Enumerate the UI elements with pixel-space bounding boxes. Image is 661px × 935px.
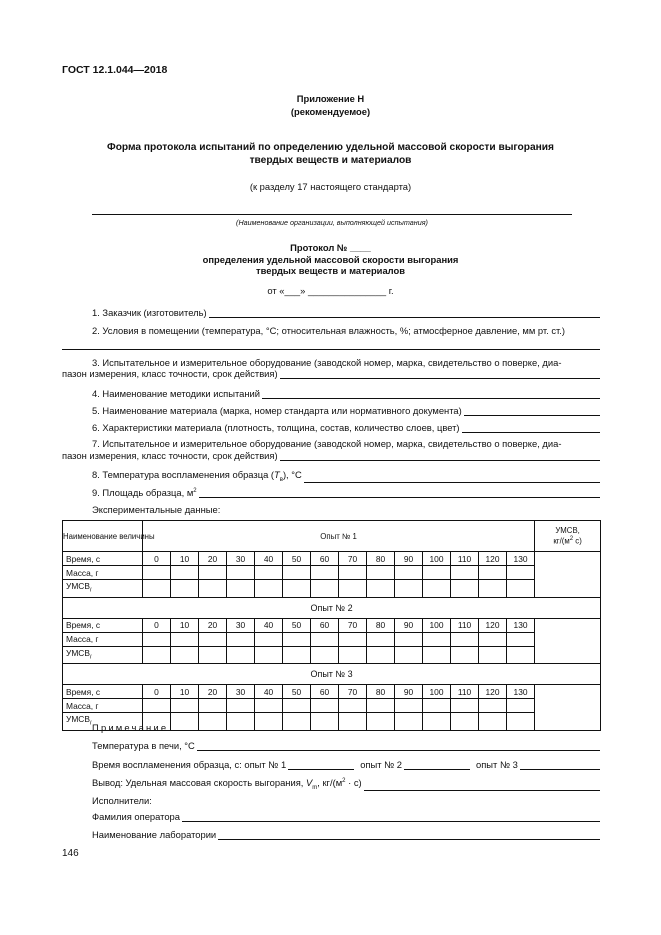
item-ignition-temperature [92, 469, 600, 483]
umsv-result-cell[interactable] [535, 552, 601, 598]
item-material-properties [92, 422, 600, 433]
table-row-umsv [63, 646, 601, 664]
table-row-mass [63, 699, 601, 713]
umsv-value-cell[interactable] [367, 580, 395, 598]
item-sample-area [92, 487, 600, 498]
experiment-header: Опыт № 2 [63, 597, 601, 618]
umsv-value-cell[interactable] [283, 713, 311, 731]
umsv-value-cell[interactable] [507, 713, 535, 731]
mass-value-cell[interactable] [199, 632, 227, 646]
umsv-value-cell[interactable] [171, 580, 199, 598]
umsv-value-cell[interactable] [451, 646, 479, 664]
mass-value-cell[interactable] [479, 566, 507, 580]
ignition-time-exp3-field[interactable] [520, 760, 600, 770]
experimental-data-table [62, 520, 601, 731]
umsv-value-cell[interactable] [143, 580, 171, 598]
note-conclusion-field[interactable] [364, 781, 600, 791]
mass-value-cell[interactable] [143, 566, 171, 580]
row-label-time: Время, с [63, 618, 143, 632]
umsv-value-cell[interactable] [227, 580, 255, 598]
umsv-value-cell[interactable] [479, 713, 507, 731]
organization-caption: (Наименование организации, выполняющей испытания) [236, 218, 428, 227]
mass-value-cell[interactable] [311, 699, 339, 713]
note-conclusion [92, 777, 600, 791]
umsv-value-cell[interactable] [171, 713, 199, 731]
item-equipment-field[interactable] [280, 369, 600, 379]
item-equipment2-field[interactable] [280, 451, 600, 461]
umsv-value-cell[interactable] [255, 713, 283, 731]
column-header-umsv: УМСВ, $кг/(м^2$ с) [535, 521, 601, 552]
note-operator-label: Фамилия оператора [92, 811, 180, 822]
row-label-umsv: $УМСВ_i$ [63, 646, 143, 664]
page-number: 146 [62, 848, 79, 859]
mass-value-cell[interactable] [283, 699, 311, 713]
mass-value-cell[interactable] [451, 699, 479, 713]
mass-value-cell[interactable] [395, 699, 423, 713]
mass-value-cell[interactable] [507, 566, 535, 580]
time-value-cell: 50 [283, 552, 311, 566]
note-laboratory [92, 829, 600, 840]
note-furnace-temperature [92, 740, 600, 751]
umsv-value-cell[interactable] [255, 646, 283, 664]
item-customer-label: 1. Заказчик (изготовитель) [92, 307, 207, 318]
note-operator-field[interactable] [182, 812, 600, 822]
ignition-time-exp1-field[interactable] [288, 760, 354, 770]
umsv-value-cell[interactable] [227, 646, 255, 664]
note-operator [92, 811, 600, 822]
time-value-cell: 10 [171, 552, 199, 566]
note-conclusion-label: Вывод: Удельная массовая скорость выгорания, $V_m$, $кг/(м^2 \cdot с)$ [92, 777, 362, 791]
experiment-header: Опыт № 3 [63, 664, 601, 685]
time-value-cell: 100 [423, 552, 451, 566]
mass-value-cell[interactable] [507, 699, 535, 713]
appendix-title: Приложение Н [296, 93, 365, 104]
note-ignition-time [92, 759, 600, 770]
umsv-value-cell[interactable] [479, 646, 507, 664]
item-ignition-temperature-label: 8. Температура воспламенения образца $(T_в)$, °С [92, 469, 302, 483]
performers-label: Исполнители: [92, 795, 152, 806]
time-value-cell: 30 [227, 618, 255, 632]
time-value-cell: 90 [395, 618, 423, 632]
form-title-line2: твердых веществ и материалов [249, 155, 412, 166]
form-title-line1: Форма протокола испытаний по определению удельной массовой скорости выгорания [107, 142, 554, 153]
umsv-value-cell[interactable] [507, 646, 535, 664]
note-laboratory-field[interactable] [218, 830, 600, 840]
time-value-cell: 90 [395, 685, 423, 699]
mass-value-cell[interactable] [395, 566, 423, 580]
protocol-subtitle-line1: определения удельной массовой скорости выгорания [202, 254, 459, 265]
item-equipment [62, 368, 600, 379]
table-row-mass [63, 566, 601, 580]
ignition-time-exp3-label: опыт № 3 [476, 759, 518, 770]
mass-value-cell[interactable] [227, 566, 255, 580]
time-value-cell: 0 [143, 685, 171, 699]
row-label-mass: Масса, г [63, 632, 143, 646]
umsv-value-cell[interactable] [451, 580, 479, 598]
time-value-cell: 130 [507, 618, 535, 632]
mass-value-cell[interactable] [339, 699, 367, 713]
item-equipment2-label: пазон измерения, класс точности, срок действия) [62, 450, 278, 461]
mass-value-cell[interactable] [199, 699, 227, 713]
experiment-header: Опыт № 1 [143, 521, 535, 552]
time-value-cell: 100 [423, 685, 451, 699]
item-method-label: 4. Наименование методики испытаний [92, 388, 261, 399]
mass-value-cell[interactable] [283, 566, 311, 580]
note-furnace-temperature-label: Температура в печи, °С [92, 740, 195, 751]
time-value-cell: 60 [311, 552, 339, 566]
umsv-result-cell[interactable] [535, 618, 601, 664]
item-sample-area-field[interactable] [199, 488, 600, 498]
time-value-cell: 90 [395, 552, 423, 566]
note-furnace-temperature-field[interactable] [197, 741, 600, 751]
mass-value-cell[interactable] [255, 632, 283, 646]
umsv-value-cell[interactable] [283, 646, 311, 664]
row-label-mass: Масса, г [63, 566, 143, 580]
table-row-umsv [63, 580, 601, 598]
ignition-time-exp2-field[interactable] [404, 760, 470, 770]
umsv-value-cell[interactable] [311, 713, 339, 731]
item-room-conditions-field[interactable] [62, 349, 600, 350]
mass-value-cell[interactable] [143, 632, 171, 646]
item-equipment2-line1: 7. Испытательное и измерительное оборудование (заводской номер, марка, свидетельство о поверке, диа- [92, 438, 562, 449]
table-row-mass [63, 632, 601, 646]
organization-line [92, 214, 572, 215]
item-room-conditions: 2. Условия в помещении (температура, °С; относительная влажность, %; атмосферное давление, мм рт. ст.) [92, 325, 566, 336]
row-label-umsv: $УМСВ_i$ [63, 580, 143, 598]
experiment-header-row [63, 664, 601, 685]
time-value-cell: 110 [451, 618, 479, 632]
item-ignition-temperature-field[interactable] [304, 473, 600, 483]
ignition-time-exp2-label: опыт № 2 [360, 759, 403, 770]
umsv-value-cell[interactable] [423, 713, 451, 731]
mass-value-cell[interactable] [283, 632, 311, 646]
appendix-subtitle: (рекомендуемое) [290, 106, 371, 117]
umsv-value-cell[interactable] [143, 646, 171, 664]
mass-value-cell[interactable] [451, 632, 479, 646]
time-value-cell: 30 [227, 552, 255, 566]
umsv-value-cell[interactable] [311, 646, 339, 664]
umsv-value-cell[interactable] [339, 580, 367, 598]
umsv-value-cell[interactable] [311, 580, 339, 598]
mass-value-cell[interactable] [479, 632, 507, 646]
umsv-value-cell[interactable] [451, 713, 479, 731]
mass-value-cell[interactable] [423, 632, 451, 646]
experiment-header-row [63, 597, 601, 618]
section-reference: (к разделу 17 настоящего стандарта) [249, 181, 412, 192]
time-value-cell: 30 [227, 685, 255, 699]
umsv-value-cell[interactable] [255, 580, 283, 598]
time-value-cell: 120 [479, 618, 507, 632]
mass-value-cell[interactable] [395, 632, 423, 646]
time-value-cell: 20 [199, 618, 227, 632]
item-material-name-field[interactable] [464, 406, 600, 416]
umsv-value-cell[interactable] [367, 646, 395, 664]
time-value-cell: 50 [283, 685, 311, 699]
item-material-name [92, 405, 600, 416]
umsv-value-cell[interactable] [507, 580, 535, 598]
experimental-data-label: Экспериментальные данные: [92, 504, 221, 515]
time-value-cell: 80 [367, 685, 395, 699]
mass-value-cell[interactable] [227, 699, 255, 713]
umsv-value-cell[interactable] [339, 713, 367, 731]
mass-value-cell[interactable] [423, 566, 451, 580]
time-value-cell: 70 [339, 552, 367, 566]
protocol-subtitle-line2: твердых веществ и материалов [256, 265, 405, 276]
umsv-value-cell[interactable] [395, 646, 423, 664]
item-equipment2 [62, 450, 600, 461]
time-value-cell: 60 [311, 618, 339, 632]
mass-value-cell[interactable] [367, 699, 395, 713]
time-value-cell: 130 [507, 685, 535, 699]
row-label-time: Время, с [63, 685, 143, 699]
item-customer [92, 307, 600, 318]
umsv-result-cell[interactable] [535, 685, 601, 731]
time-value-cell: 130 [507, 552, 535, 566]
time-value-cell: 40 [255, 552, 283, 566]
umsv-value-cell[interactable] [199, 646, 227, 664]
time-value-cell: 80 [367, 552, 395, 566]
mass-value-cell[interactable] [451, 566, 479, 580]
mass-value-cell[interactable] [171, 566, 199, 580]
umsv-value-cell[interactable] [199, 713, 227, 731]
item-method [92, 388, 600, 399]
umsv-value-cell[interactable] [283, 580, 311, 598]
umsv-value-cell[interactable] [479, 580, 507, 598]
item-equipment-label: пазон измерения, класс точности, срок действия) [62, 368, 278, 379]
item-method-field[interactable] [262, 389, 600, 399]
time-value-cell: 110 [451, 685, 479, 699]
time-value-cell: 20 [199, 552, 227, 566]
umsv-value-cell[interactable] [339, 646, 367, 664]
note-ignition-time-label: Время воспламенения образца, с: опыт № 1 [92, 759, 287, 770]
time-value-cell: 0 [143, 552, 171, 566]
mass-value-cell[interactable] [339, 632, 367, 646]
mass-value-cell[interactable] [367, 632, 395, 646]
time-value-cell: 120 [479, 552, 507, 566]
note-title: Примечание [92, 722, 169, 733]
mass-value-cell[interactable] [143, 699, 171, 713]
umsv-value-cell[interactable] [395, 713, 423, 731]
time-value-cell: 40 [255, 618, 283, 632]
time-value-cell: 40 [255, 685, 283, 699]
umsv-value-cell[interactable] [171, 646, 199, 664]
umsv-value-cell[interactable] [199, 580, 227, 598]
time-value-cell: 110 [451, 552, 479, 566]
time-value-cell: 80 [367, 618, 395, 632]
mass-value-cell[interactable] [171, 632, 199, 646]
time-value-cell: 20 [199, 685, 227, 699]
table-row-time [63, 552, 601, 566]
item-equipment-line1: 3. Испытательное и измерительное оборудование (заводской номер, марка, свидетельство о поверке, диа- [92, 357, 562, 368]
mass-value-cell[interactable] [171, 699, 199, 713]
mass-value-cell[interactable] [255, 699, 283, 713]
mass-value-cell[interactable] [367, 566, 395, 580]
protocol-date: от «___» _______________ г. [267, 285, 394, 296]
time-value-cell: 10 [171, 618, 199, 632]
protocol-number: Протокол № ____ [290, 242, 371, 253]
time-value-cell: 50 [283, 618, 311, 632]
note-laboratory-label: Наименование лаборатории [92, 829, 217, 840]
time-value-cell: 120 [479, 685, 507, 699]
umsv-value-cell[interactable] [367, 713, 395, 731]
item-sample-area-label: 9. Площадь образца, $м^2$ [92, 487, 197, 498]
umsv-value-cell[interactable] [227, 713, 255, 731]
item-customer-field[interactable] [209, 308, 600, 318]
mass-value-cell[interactable] [507, 632, 535, 646]
mass-value-cell[interactable] [423, 699, 451, 713]
table-row-time [63, 618, 601, 632]
column-header-quantity: Наименование величины [63, 521, 143, 552]
row-label-mass: Масса, г [63, 699, 143, 713]
table-row-time [63, 685, 601, 699]
mass-value-cell[interactable] [479, 699, 507, 713]
umsv-value-cell[interactable] [423, 580, 451, 598]
time-value-cell: 100 [423, 618, 451, 632]
time-value-cell: 0 [143, 618, 171, 632]
mass-value-cell[interactable] [199, 566, 227, 580]
item-material-properties-field[interactable] [462, 423, 600, 433]
mass-value-cell[interactable] [339, 566, 367, 580]
document-code: ГОСТ 12.1.044—2018 [62, 64, 168, 76]
row-label-umsv: $УМСВ_i$ [63, 713, 143, 731]
time-value-cell: 10 [171, 685, 199, 699]
umsv-value-cell[interactable] [423, 646, 451, 664]
mass-value-cell[interactable] [311, 566, 339, 580]
mass-value-cell[interactable] [311, 632, 339, 646]
time-value-cell: 60 [311, 685, 339, 699]
time-value-cell: 70 [339, 685, 367, 699]
mass-value-cell[interactable] [227, 632, 255, 646]
item-material-name-label: 5. Наименование материала (марка, номер стандарта или нормативного документа) [92, 405, 462, 416]
item-material-properties-label: 6. Характеристики материала (плотность, толщина, состав, количество слоев, цвет) [92, 422, 460, 433]
table-header-row [63, 521, 601, 552]
row-label-time: Время, с [63, 552, 143, 566]
mass-value-cell[interactable] [255, 566, 283, 580]
umsv-value-cell[interactable] [395, 580, 423, 598]
time-value-cell: 70 [339, 618, 367, 632]
